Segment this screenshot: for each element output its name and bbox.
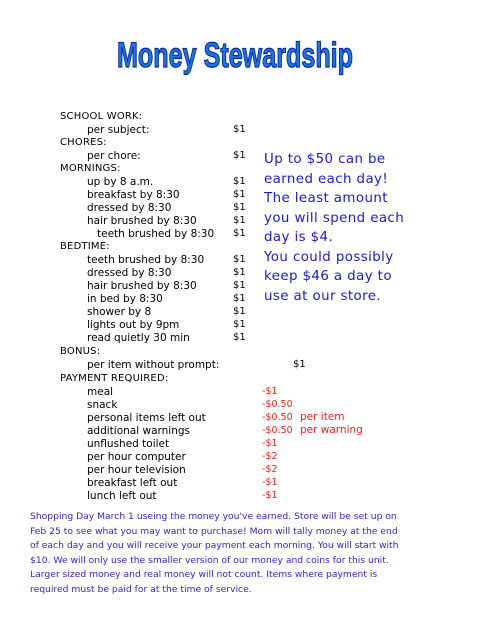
item-amount: $1 bbox=[233, 176, 246, 187]
list-item: snack bbox=[87, 399, 118, 411]
deduction-amount: -$0.50 bbox=[262, 399, 293, 410]
item-amount: $1 bbox=[233, 306, 246, 317]
deduction-amount: -$0.50 bbox=[262, 412, 293, 423]
note-line: keep $46 a day to bbox=[264, 269, 392, 284]
list-item: per hour television bbox=[87, 464, 186, 476]
list-item: shower by 8 bbox=[87, 306, 152, 318]
list-item: breakfast by 8:30 bbox=[87, 189, 180, 201]
list-item: lights out by 9pm bbox=[87, 319, 180, 331]
item-amount: $1 bbox=[233, 319, 246, 330]
list-item: in bed by 8:30 bbox=[87, 293, 163, 305]
paragraph-line: required must be paid for at the time of service. bbox=[30, 583, 252, 595]
deduction-amount: -$1 bbox=[262, 386, 278, 397]
list-item: hair brushed by 8:30 bbox=[87, 280, 197, 292]
section-heading-bedtime: BEDTIME: bbox=[60, 241, 110, 252]
earnings-note bbox=[264, 150, 474, 306]
note-line: Up to $50 can be bbox=[264, 152, 386, 167]
list-item: hair brushed by 8:30 bbox=[87, 215, 197, 227]
list-item: read quietly 30 min bbox=[87, 332, 190, 344]
paragraph-line: $10. We will only use the smaller version of our money and coins for this unit. bbox=[30, 554, 389, 566]
deduction-note: per item bbox=[300, 411, 345, 423]
item-amount: $1 bbox=[233, 267, 246, 278]
item-amount: $1 bbox=[233, 189, 246, 200]
section-heading-payment: PAYMENT REQUIRED: bbox=[60, 373, 169, 384]
deduction-amount: -$2 bbox=[262, 464, 278, 475]
note-line: use at our store. bbox=[264, 288, 382, 304]
list-item: unflushed toilet bbox=[87, 438, 170, 450]
item-amount: $1 bbox=[233, 228, 246, 239]
paragraph-line: Shopping Day March 1 useing the money you've earned. Store will be set up on bbox=[30, 511, 397, 522]
note-line: you will spend each bbox=[264, 210, 405, 226]
list-item: teeth brushed by 8:30 bbox=[97, 228, 215, 240]
section-heading-school-work: SCHOOL WORK: bbox=[60, 111, 143, 122]
section-heading-mornings: MORNINGS: bbox=[60, 163, 121, 174]
list-item: up by 8 a.m. bbox=[87, 176, 154, 188]
note-line: earned each day! bbox=[264, 171, 389, 187]
note-line: day is $4. bbox=[264, 230, 334, 245]
list-item: dressed by 8:30 bbox=[87, 202, 172, 214]
list-item: additional warnings bbox=[87, 425, 191, 437]
page-title bbox=[110, 30, 360, 80]
item-amount: $1 bbox=[233, 293, 246, 304]
item-amount: $1 bbox=[233, 215, 246, 226]
note-line: You could possibly bbox=[264, 249, 394, 265]
paragraph-line: Feb 25 to see what you may want to purchase! Mom will tally money at the end bbox=[30, 525, 398, 537]
list-item: personal items left out bbox=[87, 412, 206, 424]
item-amount: $1 bbox=[233, 332, 246, 343]
list-item: per hour computer bbox=[87, 451, 186, 463]
deduction-amount: -$2 bbox=[262, 451, 278, 462]
note-line: The least amount bbox=[264, 191, 388, 206]
deduction-amount: -$0.50 bbox=[262, 425, 293, 436]
deduction-note: per warning bbox=[300, 424, 363, 436]
item-amount: $1 bbox=[233, 124, 246, 135]
list-item: lunch left out bbox=[87, 490, 157, 502]
item-amount: $1 bbox=[233, 202, 246, 213]
title-text: Money Stewardship bbox=[117, 36, 353, 75]
list-item: per subject: bbox=[87, 124, 150, 136]
list-item: per item without prompt: bbox=[87, 359, 220, 371]
section-heading-chores: CHORES: bbox=[60, 137, 107, 148]
list-item: breakfast left out bbox=[87, 477, 178, 489]
item-amount: $1 bbox=[233, 280, 246, 291]
section-heading-bonus: BONUS: bbox=[60, 346, 101, 357]
deduction-amount: -$1 bbox=[262, 490, 278, 501]
paragraph-line: of each day and you will receive your payment each morning. You will start with bbox=[30, 540, 399, 552]
shopping-day-paragraph bbox=[30, 510, 470, 598]
item-amount: $1 bbox=[233, 150, 246, 161]
item-amount: $1 bbox=[233, 254, 246, 265]
list-item: per chore: bbox=[87, 150, 141, 162]
list-item: teeth brushed by 8:30 bbox=[87, 254, 205, 266]
list-item: meal bbox=[87, 386, 114, 398]
deduction-amount: -$1 bbox=[262, 438, 278, 449]
paragraph-line: Larger sized money and real money will not count. Items where payment is bbox=[30, 569, 378, 581]
item-amount: $1 bbox=[293, 359, 306, 370]
deduction-amount: -$1 bbox=[262, 477, 278, 488]
list-item: dressed by 8:30 bbox=[87, 267, 172, 279]
